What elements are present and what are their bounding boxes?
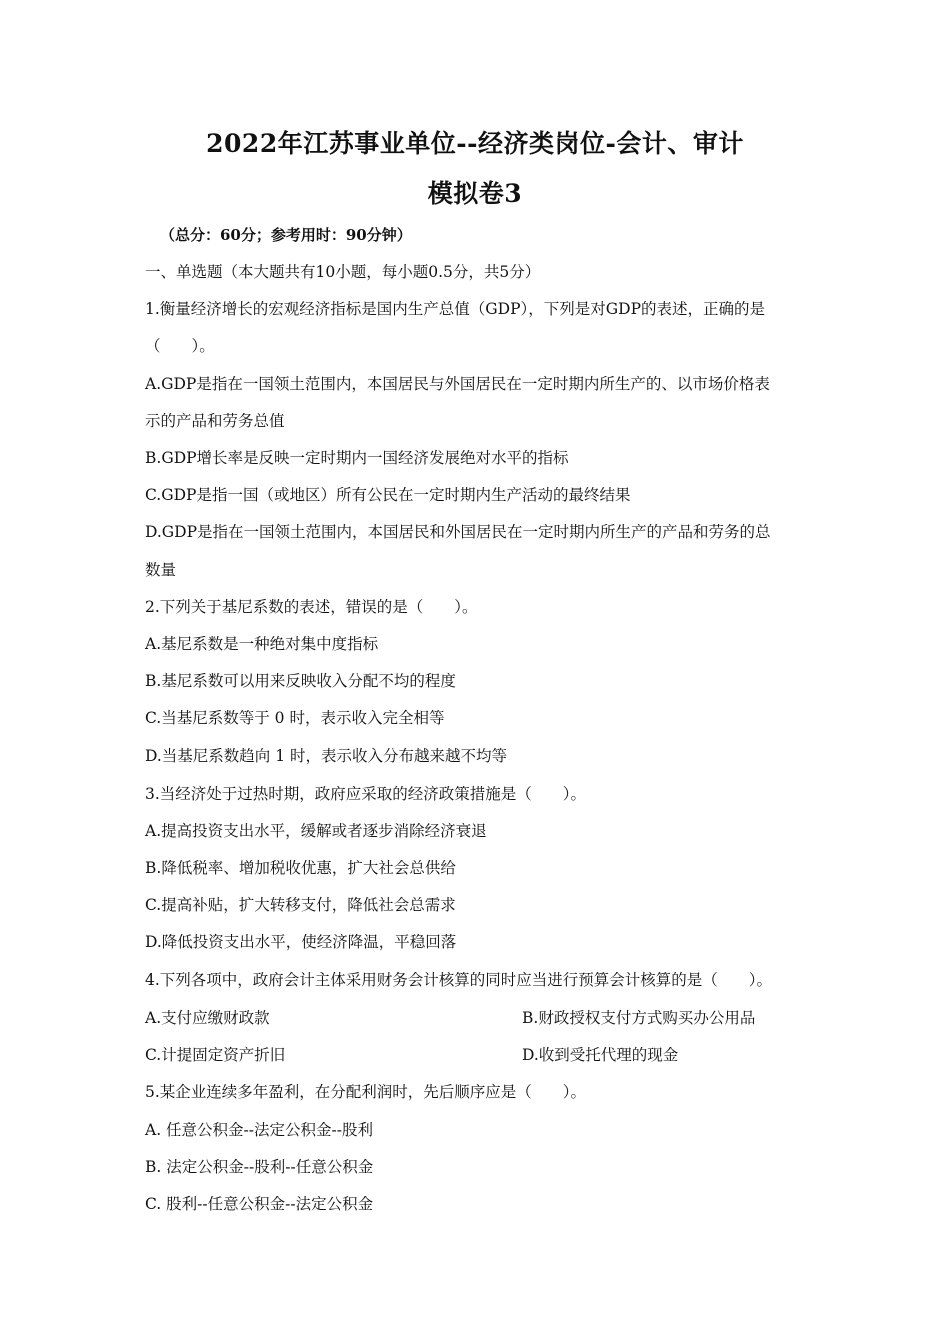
question-1-option-d: D.GDP是指在一国领土范围内，本国居民和外国居民在一定时期内所生产的产品和劳务的总 [145, 523, 771, 541]
question-1-option-d-cont: 数量 [145, 561, 177, 579]
question-3-option-c: C.提高补贴，扩大转移支付，降低社会总需求 [145, 896, 456, 914]
question-3-stem: 3.当经济处于过热时期，政府应采取的经济政策措施是（ ）。 [145, 785, 587, 803]
section-heading: 一、单选题（本大题共有10小题，每小题0.5分，共5分） [145, 263, 541, 281]
question-4-stem: 4.下列各项中，政府会计主体采用财务会计核算的同时应当进行预算会计核算的是（ ）。 [145, 971, 773, 989]
question-1-option-a: A.GDP是指在一国领土范围内，本国居民与外国居民在一定时期内所生产的、以市场价格表 [145, 375, 770, 393]
exam-meta: （总分：60分；参考用时：90分钟） [160, 226, 412, 244]
question-1-option-c: C.GDP是指一国（或地区）所有公民在一定时期内生产活动的最终结果 [145, 486, 631, 504]
question-1-option-b: B.GDP增长率是反映一定时期内一国经济发展绝对水平的指标 [145, 449, 569, 467]
question-5-stem: 5.某企业连续多年盈利，在分配利润时，先后顺序应是（ ）。 [145, 1083, 587, 1101]
question-4-option-b: B.财政授权支付方式购买办公用品 [522, 1009, 756, 1027]
question-4-option-d: D.收到受托代理的现金 [522, 1046, 679, 1064]
question-3-option-b: B.降低税率、增加税收优惠，扩大社会总供给 [145, 859, 456, 877]
question-5-option-a: A. 任意公积金--法定公积金--股利 [145, 1121, 373, 1139]
document-subtitle: 模拟卷3 [427, 179, 523, 208]
question-3-option-d: D.降低投资支出水平，使经济降温，平稳回落 [145, 933, 457, 951]
question-2-stem: 2.下列关于基尼系数的表述，错误的是（ ）。 [145, 598, 478, 616]
question-5-option-b: B. 法定公积金--股利--任意公积金 [145, 1158, 374, 1176]
document-title: 2022年江苏事业单位--经济类岗位-会计、审计 [206, 129, 744, 158]
question-4-option-a: A.支付应缴财政款 [145, 1009, 270, 1027]
question-3-option-a: A.提高投资支出水平，缓解或者逐步消除经济衰退 [145, 822, 487, 840]
question-5-option-c: C. 股利--任意公积金--法定公积金 [145, 1195, 374, 1213]
question-2-option-c: C.当基尼系数等于 0 时，表示收入完全相等 [145, 709, 445, 727]
question-2-option-b: B.基尼系数可以用来反映收入分配不均的程度 [145, 672, 456, 690]
question-1-option-a-cont: 示的产品和劳务总值 [145, 412, 285, 430]
question-4-option-c: C.计提固定资产折旧 [145, 1046, 286, 1064]
question-2-option-a: A.基尼系数是一种绝对集中度指标 [145, 635, 379, 653]
question-2-option-d: D.当基尼系数趋向 1 时，表示收入分布越来越不均等 [145, 747, 508, 765]
question-1-stem: 1.衡量经济增长的宏观经济指标是国内生产总值（GDP），下列是对GDP的表述，正确的是 [145, 300, 766, 318]
question-1-stem-cont: （ ）。 [145, 337, 215, 355]
